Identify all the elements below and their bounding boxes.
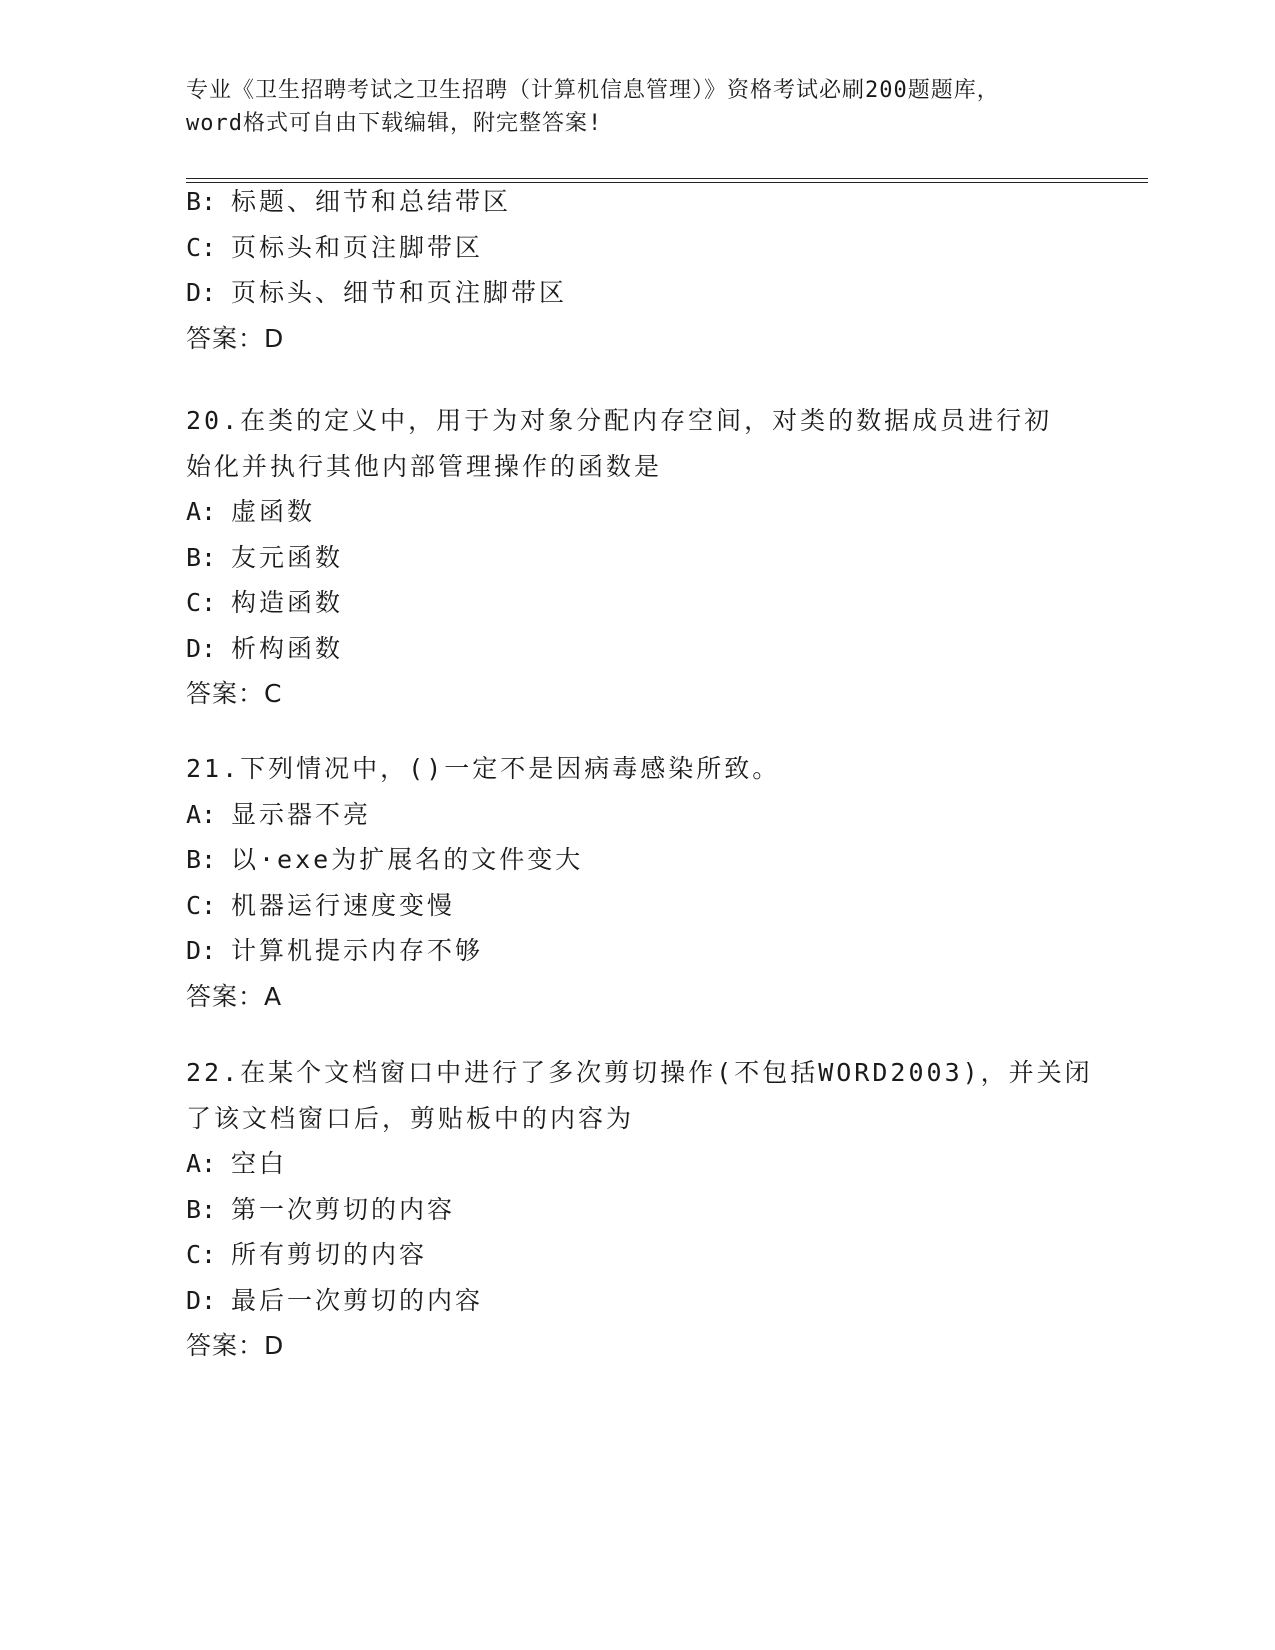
option-c: C: 机器运行速度变慢 <box>186 890 456 920</box>
option-a: A: 虚函数 <box>186 497 316 526</box>
header-line-1: 专业《卫生招聘考试之卫生招聘（计算机信息管理）》资格考试必刷200题题库， <box>186 78 1000 103</box>
question-21 <box>186 746 1086 1019</box>
option-d: D: 析构函数 <box>186 633 344 663</box>
answer: 答案：C <box>186 679 283 708</box>
option-b: B: 第一次剪切的内容 <box>186 1194 456 1224</box>
option-d: D: 计算机提示内存不够 <box>186 936 484 965</box>
question-stem-line: 21.下列情况中，()一定不是因病毒感染所致。 <box>186 754 781 783</box>
option-d: D: 最后一次剪切的内容 <box>186 1285 484 1315</box>
option-d: D: 页标头、细节和页注脚带区 <box>186 278 568 307</box>
partial-question <box>186 179 1086 361</box>
answer: 答案：D <box>186 323 285 353</box>
option-c: C: 所有剪切的内容 <box>186 1240 428 1269</box>
answer: 答案：A <box>186 981 283 1011</box>
question-stem-line: 始化并执行其他内部管理操作的函数是 <box>186 451 663 481</box>
answer: 答案：D <box>186 1331 285 1360</box>
option-b: B: 标题、细节和总结带区 <box>186 187 512 216</box>
question-stem-line: 20.在类的定义中，用于为对象分配内存空间，对类的数据成员进行初 <box>186 406 1053 435</box>
header-line-2: word格式可自由下载编辑，附完整答案! <box>186 111 603 136</box>
option-a: A: 空白 <box>186 1149 288 1178</box>
option-b: B: 以·exe为扩展名的文件变大 <box>186 845 584 874</box>
question-20 <box>186 398 1086 717</box>
question-stem-line: 22.在某个文档窗口中进行了多次剪切操作(不包括WORD2003)，并关闭 <box>186 1058 1093 1087</box>
page-header <box>186 74 1086 140</box>
option-c: C: 页标头和页注脚带区 <box>186 232 484 262</box>
question-22 <box>186 1050 1093 1369</box>
question-stem-line: 了该文档窗口后，剪贴板中的内容为 <box>186 1103 635 1133</box>
option-c: C: 构造函数 <box>186 588 344 617</box>
option-a: A: 显示器不亮 <box>186 799 372 829</box>
option-b: B: 友元函数 <box>186 542 344 572</box>
